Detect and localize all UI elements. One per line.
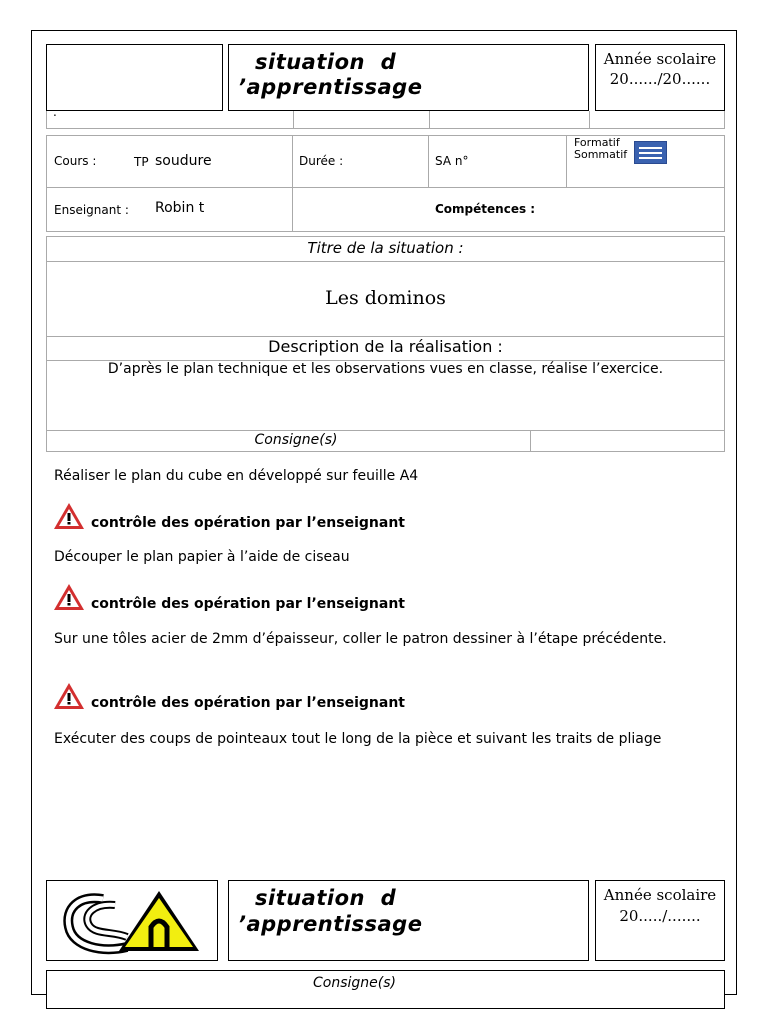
titre-value: Les dominos (325, 287, 446, 309)
warning-icon (53, 502, 85, 530)
header-strip-divider-2 (429, 111, 430, 128)
footer-year-label: Année scolaire (603, 886, 717, 904)
warning-text: contrôle des opération par l’enseignant (91, 695, 405, 711)
footer-consigne-label: Consigne(s) (313, 975, 396, 991)
header-title-box (228, 44, 589, 111)
step-2: Découper le plan papier à l’aide de ciseau (54, 549, 350, 565)
header-strip (46, 105, 725, 129)
header-year-label: Année scolaire (603, 50, 717, 68)
enseignant-label: Enseignant : (54, 203, 129, 217)
menu-icon-bar (639, 157, 662, 159)
cours-value: soudure (155, 153, 212, 169)
description-label: Description de la réalisation : (268, 337, 503, 356)
step-4: Exécuter des coups de pointeaux tout le long de la pièce et suivant les traits de pliage (54, 731, 662, 747)
footer-year-value: 20...../....... (619, 907, 701, 925)
header-strip-divider-1 (293, 111, 294, 128)
header-title-line2: ’apprentissage (238, 75, 423, 99)
info-row-divider (47, 187, 724, 188)
menu-icon-bar (639, 152, 662, 154)
step-1: Réaliser le plan du cube en développé sur feuille A4 (54, 468, 419, 484)
footer-year-box (595, 880, 725, 961)
header-logo-box (46, 44, 223, 111)
consigne-divider (530, 430, 531, 451)
header-dot: . (53, 105, 57, 119)
consigne-label: Consigne(s) (254, 432, 338, 448)
warning-text: contrôle des opération par l’enseignant (91, 596, 405, 612)
warning-text: contrôle des opération par l’enseignant (91, 515, 405, 531)
description-value: D’après le plan technique et les observations vues en classe, réalise l’exercice. (107, 361, 664, 377)
divider (47, 261, 724, 262)
situation-table (46, 236, 725, 452)
cours-label: Cours : (54, 154, 97, 168)
header-year-value: 20....../20...... (609, 70, 711, 88)
info-col-divider-3 (566, 136, 567, 187)
header-title-line1: situation d (255, 50, 397, 74)
formatif-label: Formatif (574, 136, 620, 149)
step-3: Sur une tôles acier de 2mm d’épaisseur, coller le patron dessiner à l’étape précédente. (54, 631, 667, 647)
footer-title-box (228, 880, 589, 961)
sa-label: SA n° (435, 154, 469, 168)
footer-title-line1: situation d (255, 886, 397, 910)
header-year-box (595, 44, 725, 111)
menu-icon[interactable] (634, 141, 667, 164)
competences-label: Compétences : (435, 202, 536, 216)
sommatif-label: Sommatif (574, 148, 628, 161)
enseignant-value: Robin t (155, 200, 205, 216)
menu-icon-bar (639, 147, 662, 149)
header-strip-divider-3 (589, 111, 590, 128)
duree-label: Durée : (299, 154, 344, 168)
info-col-divider-2 (428, 136, 429, 187)
footer-consigne-box (46, 970, 725, 1009)
divider (47, 430, 724, 431)
cours-value-prefix: TP (134, 155, 149, 169)
warning-icon (53, 682, 85, 710)
footer-title-line2: ’apprentissage (238, 912, 423, 936)
info-table (46, 135, 725, 232)
company-logo (63, 887, 203, 957)
warning-icon (53, 583, 85, 611)
info-col-divider-1 (292, 136, 293, 231)
titre-label: Titre de la situation : (307, 239, 464, 257)
footer-logo-box (46, 880, 218, 961)
